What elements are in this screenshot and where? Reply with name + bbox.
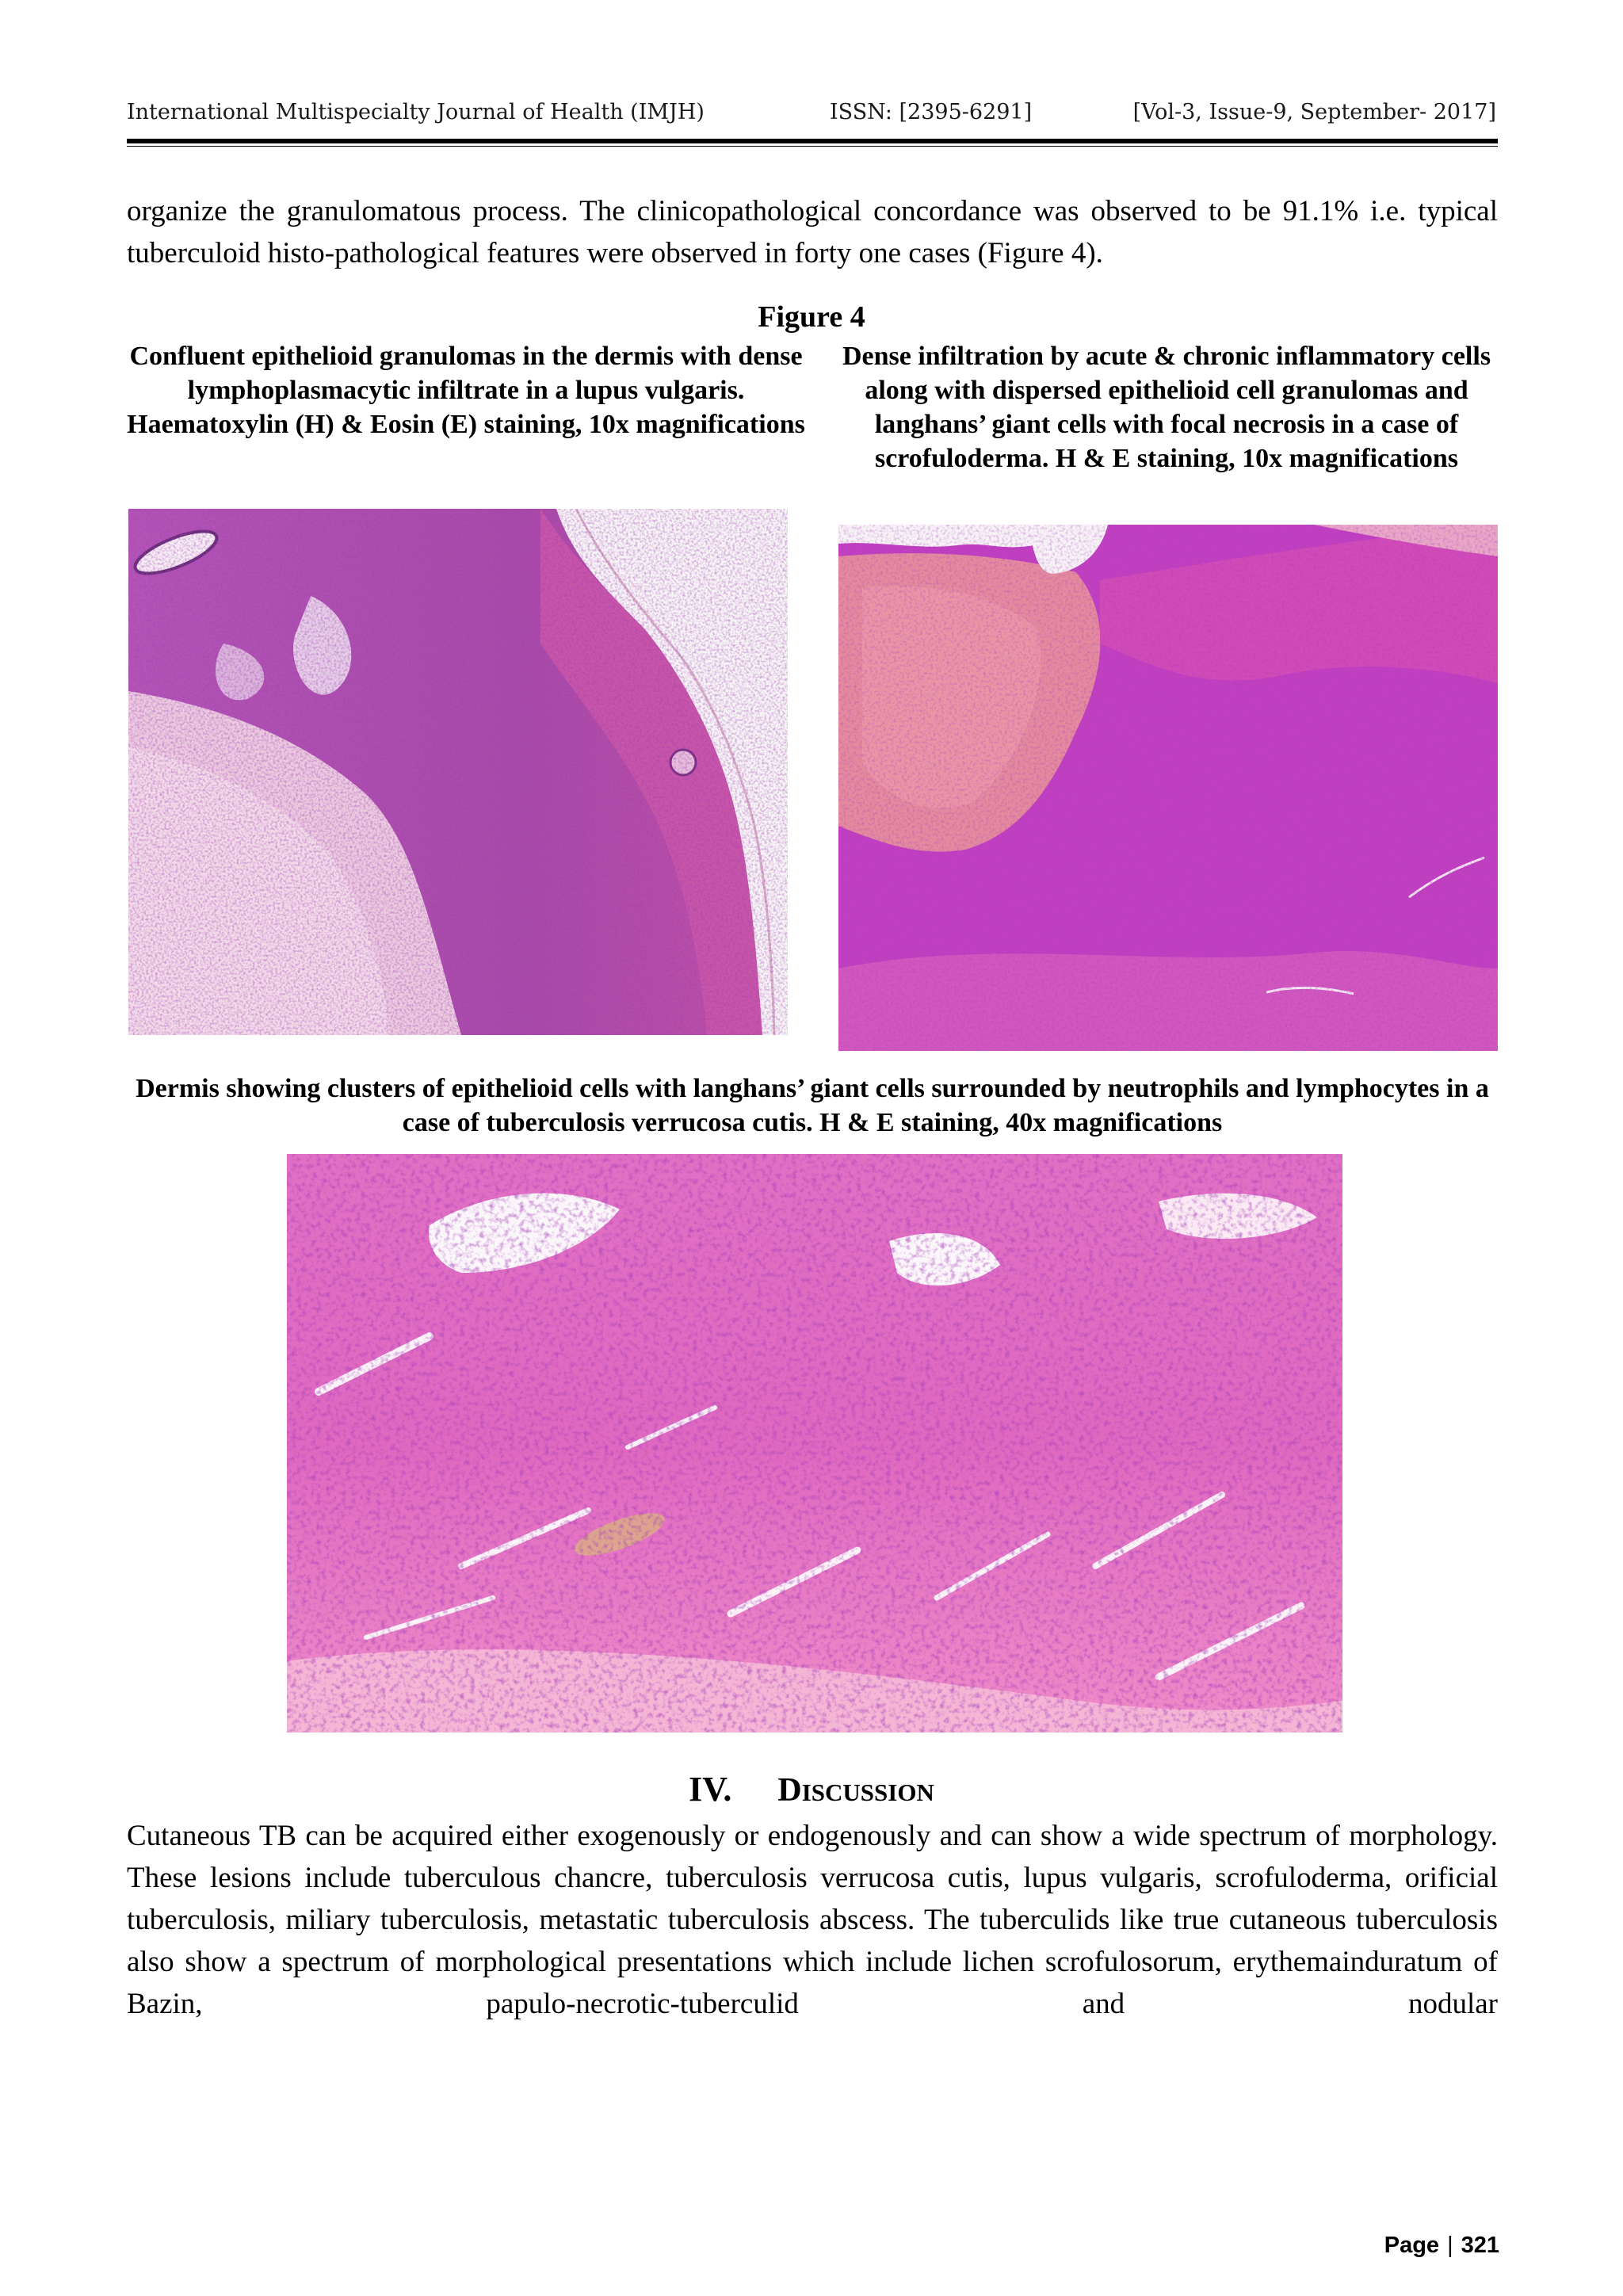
figure-caption-bottom: Dermis showing clusters of epithelioid cells with langhans’ giant cells surrounded by neutrophils and lymphocytes in a case of tuberculosis verrucosa cutis. H & E staining, 40x magnifications xyxy=(136,1074,1489,1137)
figure-caption-right: Dense infiltration by acute & chronic inflammatory cells along with dispersed epithelioid cell granulomas and langhans’ giant cells with focal necrosis in a case of scrofuloderma. H & E staining, 10x magnifications xyxy=(842,342,1491,473)
volume-issue: [Vol-3, Issue-9, September- 2017] xyxy=(1132,100,1496,124)
section-number: IV. xyxy=(689,1770,732,1809)
section-title-rest: ISCUSSION xyxy=(801,1778,934,1806)
issn: ISSN: [2395-6291] xyxy=(830,100,1033,124)
micrograph-scrofuloderma xyxy=(838,525,1498,1051)
footer-separator: | xyxy=(1447,2233,1453,2258)
header-rule xyxy=(127,139,1498,143)
intro-paragraph: organize the granulomatous process. The clinicopathological concordance was observed to be 91.1% i.e. typical tuberculoid histo-pathological features were observed in forty one cases (Figure 4). xyxy=(127,195,1498,269)
micrograph-tuberculosis-verrucosa-cutis xyxy=(287,1154,1342,1733)
page-footer xyxy=(1384,2233,1499,2259)
journal-name: International Multispecialty Journal of Health (IMJH) xyxy=(127,100,705,124)
figure-title: Figure 4 xyxy=(758,300,865,334)
figure-caption-left: Confluent epithelioid granulomas in the dermis with dense lymphoplasmacytic infiltrate in a lupus vulgaris. Haematoxylin (H) & Eosin (E) staining, 10x magnifications xyxy=(127,342,805,439)
section-heading xyxy=(0,1769,1623,1809)
section-title-initial: D xyxy=(777,1772,802,1809)
micrograph-lupus-vulgaris xyxy=(128,509,788,1035)
page-number: 321 xyxy=(1461,2233,1499,2258)
discussion-paragraph: Cutaneous TB can be acquired either exogenously or endogenously and can show a wide spectrum of morphology. These lesions include tuberculous chancre, tuberculosis verrucosa cutis, lupus vulgaris, scrofuloderma, orificial tuberculosis, miliary tuberculosis, metastatic tuberculosis abscess. The tuberculids like true cutaneous tuberculosis also show a spectrum of morphological presentations which include lichen scrofulosorum, erythemainduratum of Bazin, papulo-necrotic-tuberculid and nodular xyxy=(127,1820,1498,2020)
header-rule-thin xyxy=(127,146,1498,147)
page-label: Page xyxy=(1384,2233,1440,2258)
